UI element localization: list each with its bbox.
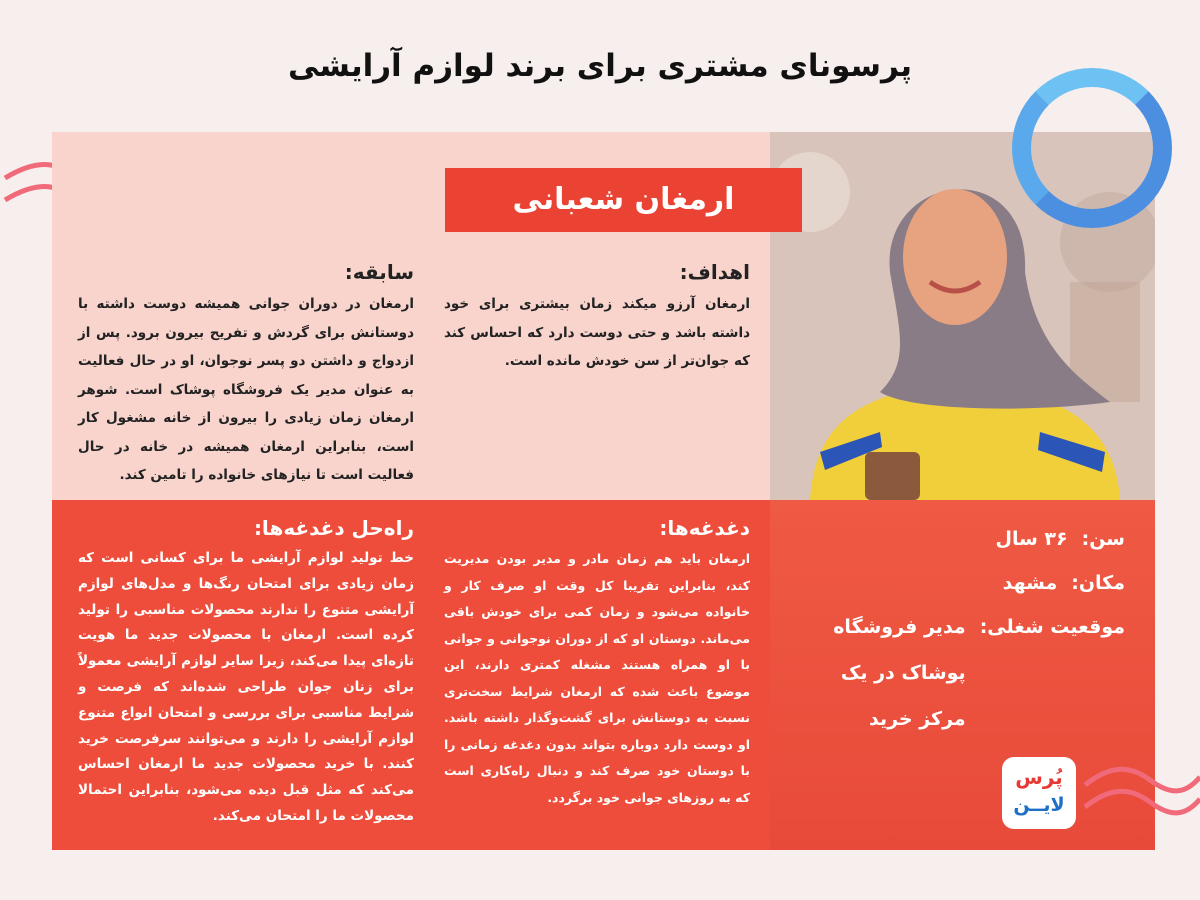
ring-decoration: [1012, 68, 1172, 228]
wave-decoration-right: [1080, 765, 1200, 825]
goals-text: ارمغان آرزو میکند زمان بیشتری برای خود داشته باشد و حتی دوست دارد که احساس کند که جوان‌تر از سن خودش مانده است.: [444, 296, 750, 369]
info-job: موقعیت شغلی: مدیر فروشگاه پوشاک در یک مرکز خرید: [833, 616, 1125, 730]
info-age: سن: ۳۶ سال: [995, 528, 1125, 550]
goals-section: [444, 260, 750, 376]
background-text: ارمغان در دوران جوانی همیشه دوست داشته با دوستانش برای گردش و تفریح بیرون برود. پس از ازدواج و داشتن دو پسر نوجوان، او در حال فعالیت به عنوان مدیر یک فروشگاه پوشاک است. شوهر ارمغان زمان زیادی را بیرون از خانه مشغول کار است، بنابراین ارمغان همیشه در خانه در حال فعالیت است تا نیازهای خانواده را تامین کند.: [78, 296, 414, 483]
page-title: پرسونای مشتری برای برند لوازم آرایشی: [288, 48, 912, 84]
info-location: مکان: مشهد: [1002, 572, 1125, 594]
solution-heading: راه‌حل دغدغه‌ها:: [253, 516, 414, 540]
brand-logo: پُرس لایــن: [1002, 757, 1076, 829]
concerns-heading: دغدغه‌ها:: [659, 516, 750, 540]
solution-section: [78, 516, 414, 830]
solution-text: خط تولید لوازم آرایشی ما برای کسانی است که زمان زیادی برای امتحان رنگ‌ها و مدل‌های لوازم آرایشی متنوع را ندارند محصولات مناسبی را تولید کرده است. ارمغان با محصولات جدید ما هویت تازه‌ای پیدا می‌کند، زیرا سایر لوازم آرایشی معمولاً برای زنان جوان طراحی شده‌اند که فرصت و شرایط مناسبی برای بررسی و امتحان انواع متنوع لوازم آرایشی را دارند و می‌توانند سرفرصت خرید کنند. با خرید محصولات جدید ما ارمغان احساس می‌کند که مثل قبل دیده می‌شود، بنابراین احتمالا محصولات ما را امتحان می‌کند.: [78, 550, 414, 824]
persona-name: ارمغان شعبانی: [445, 168, 802, 232]
concerns-text: ارمغان باید هم زمان مادر و مدیر بودن مدیریت کند، بنابراین تقریبا کل وقت او صرف کار و خانواده می‌شود و زمان کمی برای خودش باقی می‌ماند. دوستان او که از دوران نوجوانی و جوانی با او همراه هستند مشغله کمتری دارند، این موضوع باعث شده که ارمغان شرایط سخت‌تری نسبت به دوستانش برای گشت‌وگذار داشته باشد. او دوست دارد دوباره بتواند بدون دغدغه زمانی را با دوستان خود صرف کند و دنبال راه‌کاری است که به روزهای جوانی خود برگردد.: [444, 551, 750, 805]
persona-card: [52, 132, 1155, 850]
concerns-section: [444, 516, 750, 811]
background-section: [78, 260, 414, 490]
persona-info: [795, 528, 1125, 764]
goals-heading: اهداف:: [679, 260, 750, 284]
background-heading: سابقه:: [344, 260, 414, 284]
